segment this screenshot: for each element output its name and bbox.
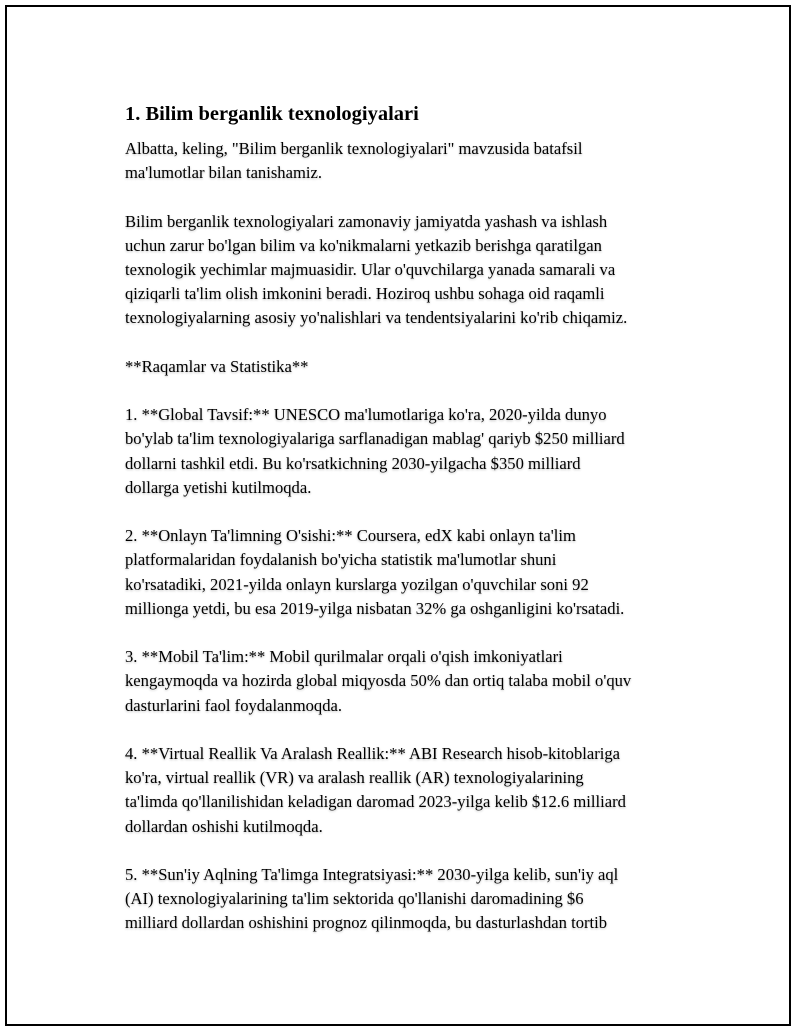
section-heading: 1. Bilim berganlik texnologiyalari: [125, 103, 419, 125]
list-item-global-tavsif: 1. **Global Tavsif:** UNESCO ma'lumotlariga ko'ra, 2020-yilda dunyo bo'ylab ta'lim texnologiyalariga sarflanadigan mablag' qariyb $250 milliard dollarni tashkil etdi. Bu ko'rsatkichning 2030-yilgacha $350 milliard dollarga yetishi kutilmoqda.: [125, 405, 625, 497]
description-paragraph: Bilim berganlik texnologiyalari zamonaviy jamiyatda yashash va ishlash uchun zarur bo'lgan bilim va ko'nikmalarni yetkazib berishga qaratilgan texnologik yechimlar majmuasidir. Ular o'quvchilarga yanada samarali va qiziqarli ta'lim olish imkonini beradi. Hoziroq ushbu sohaga oid raqamli texnologiyalarning asosiy yo'nalishlari va tendentsiyalarini ko'rib chiqamiz.: [125, 211, 628, 328]
list-item-suniy-aql: 5. **Sun'iy Aqlning Ta'limga Integratsiyasi:** 2030-yilga kelib, sun'iy aql (AI) texnologiyalarining ta'lim sektorida qo'llanishi daromadining $6 milliard dollardan oshishini prognoz qilinmoqda, bu dasturlashdan tortib: [125, 864, 619, 933]
list-item-virtual-reallik: 4. **Virtual Reallik Va Aralash Reallik:** ABI Research hisob-kitoblariga ko'ra, virtual reallik (VR) va aralash reallik (AR) texnologiyalarining ta'limda qo'llanilishidan keladigan daromad 2023-yilga kelib $12.6 milliard dollardan oshishi kutilmoqda.: [125, 743, 626, 836]
document-content: [125, 101, 695, 960]
document-page: [5, 5, 791, 1026]
list-item-onlayn-talim: 2. **Onlayn Ta'limning O'sishi:** Coursera, edX kabi onlayn ta'lim platformalaridan foydalanish bo'yicha statistik ma'lumotlar shuni ko'rsatadiki, 2021-yilda onlayn kurslarga yozilgan o'quvchilar soni 92 millionga yetdi, bu esa 2019-yilga nisbatan 32% ga oshganligini ko'rsatadi.: [125, 526, 625, 618]
intro-paragraph: Albatta, keling, "Bilim berganlik texnologiyalari" mavzusida batafsil ma'lumotlar bilan tanishamiz.: [125, 139, 583, 183]
list-item-mobil-talim: 3. **Mobil Ta'lim:** Mobil qurilmalar orqali o'qish imkoniyatlari kengaymoqda va hozirda global miqyosda 50% dan ortiq talaba mobil o'quv dasturlarini faol foydalanmoqda.: [125, 647, 632, 715]
subsection-label: **Raqamlar va Statistika**: [125, 356, 309, 376]
